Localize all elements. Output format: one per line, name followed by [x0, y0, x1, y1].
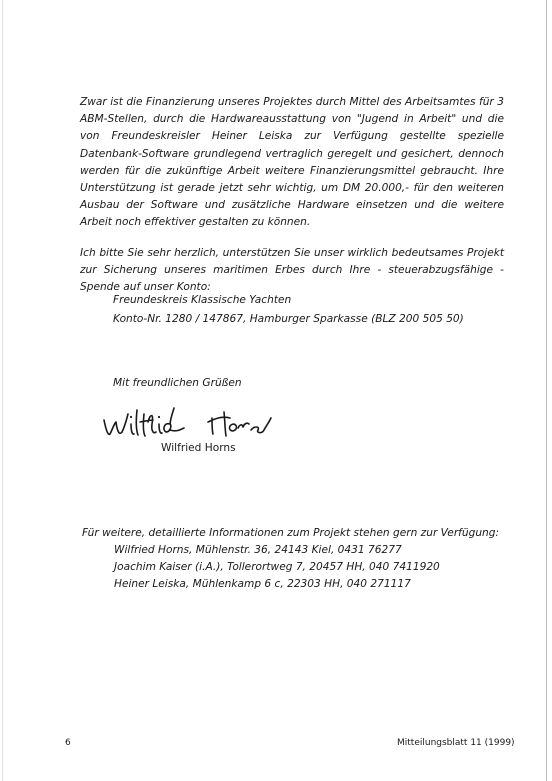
signer-name: Wilfried Horns [161, 442, 236, 454]
page-edge-left [2, 0, 3, 781]
body-paragraph-donation-request: Ich bitte Sie sehr herzlich, unterstützen Sie unser wirklich bedeutsames Projekt zur Sicherung unseres maritimen Erbes durch Ihre - steuerabzugsfähige - Spende auf unser Konto: [80, 247, 504, 294]
page-edge-right [546, 0, 547, 781]
publication-footer: Mitteilungsblatt 11 (1999) [397, 738, 515, 748]
contact-line: Joachim Kaiser (i.A.), Tollerortweg 7, 20457 HH, 040 7411920 [114, 561, 440, 573]
body-paragraph-financing: Zwar ist die Finanzierung unseres Projektes durch Mittel des Arbeitsamtes für 3 ABM-Stellen, durch die Hardwareausstattung von "Jugend in Arbeit" und die von Freundeskreisler Heiner Leiska zur Verfügung gestellte spezielle Datenbank-Software grundlegend vertraglich geregelt und gesichert, dennoch werden für die zukünftige Arbeit weitere Finanzierungsmittel gebraucht. Ihre Unterstützung ist gerade jetzt sehr wichtig, um DM 20.000,- für den weiteren Ausbau der Software und zusätzliche Hardware einsetzen und die weitere Arbeit noch effektiver gestalten zu können. [80, 96, 504, 229]
contact-line: Heiner Leiska, Mühlenkamp 6 c, 22303 HH, 040 271117 [114, 578, 411, 590]
account-holder: Freundeskreis Klassische Yachten [113, 294, 292, 306]
account-details: Konto-Nr. 1280 / 147867, Hamburger Sparkasse (BLZ 200 505 50) [113, 313, 464, 325]
contact-line: Wilfried Horns, Mühlenstr. 36, 24143 Kiel, 0431 76277 [114, 544, 402, 556]
page-number: 6 [65, 738, 71, 748]
handwritten-signature [100, 400, 280, 446]
closing-salutation: Mit freundlichen Grüßen [113, 377, 242, 389]
contacts-intro: Für weitere, detaillierte Informationen zum Projekt stehen gern zur Verfügung: [82, 527, 500, 539]
